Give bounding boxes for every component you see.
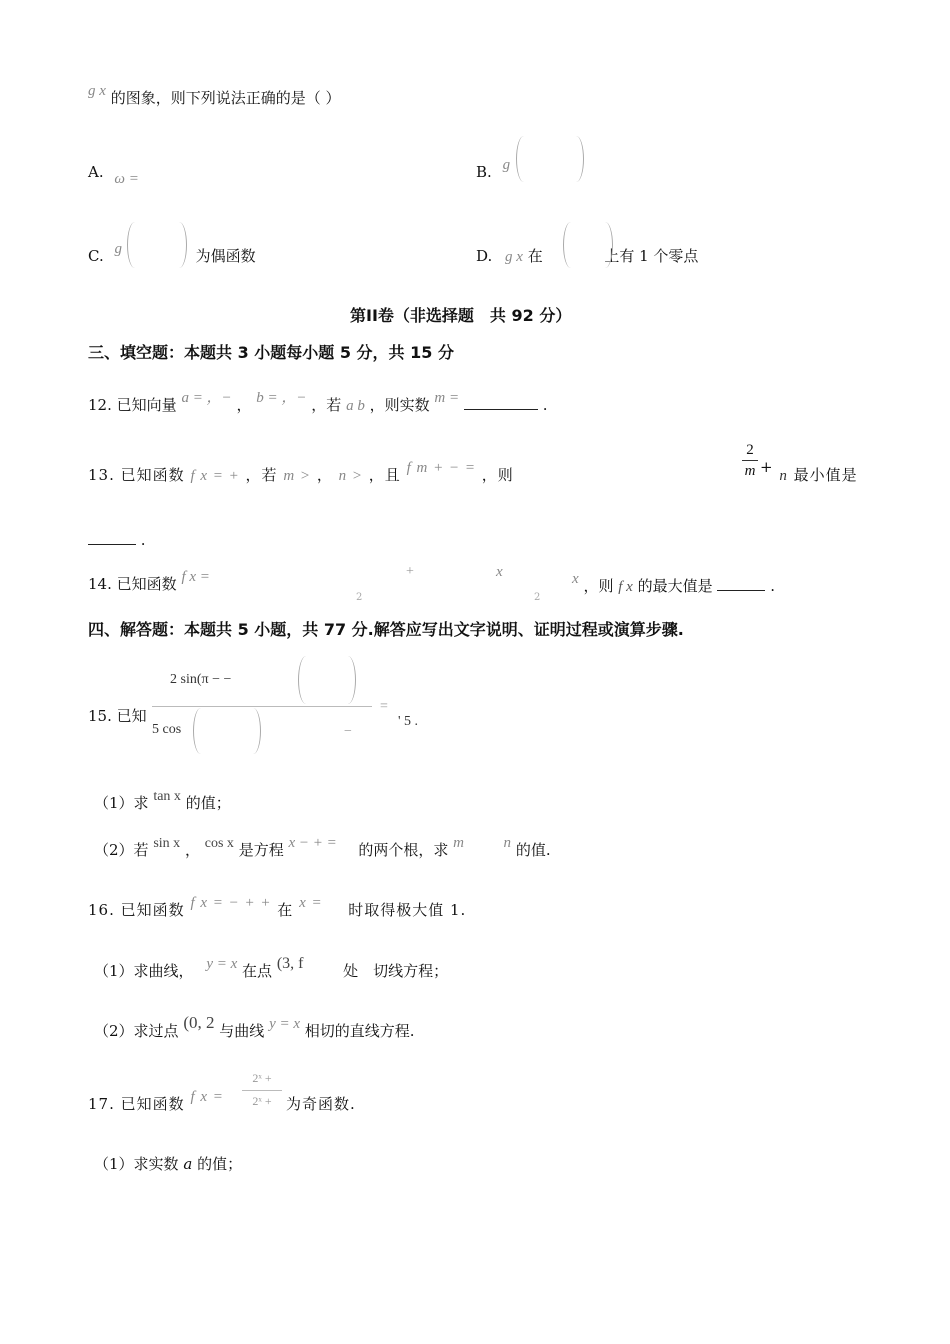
q16-part1-curve: y = x: [206, 956, 238, 972]
q15-part2-sep: ，: [184, 841, 200, 859]
q16-part1-label: （1）求曲线，: [94, 962, 194, 980]
q14-end: .: [770, 577, 775, 595]
q16-part1: [94, 955, 449, 982]
q13-number: 13.: [88, 466, 115, 484]
q15-fraction-bar: [152, 706, 372, 707]
q15-number: 15.: [88, 707, 112, 725]
q13-fraction: [742, 440, 758, 481]
q15-part1-math: tan x: [153, 789, 181, 804]
q17-text: 已知函数: [120, 1095, 185, 1113]
q14-half-2: 2: [534, 592, 541, 603]
q15-numerator-paren: [298, 656, 356, 704]
q13: [88, 460, 514, 486]
q15-equals: =: [380, 699, 388, 714]
q16-text: 已知函数: [120, 901, 185, 919]
q13-answer: [88, 528, 146, 550]
q16-part1-at: 在点: [242, 962, 273, 980]
q17-frac-den: 2ˣ +: [242, 1090, 282, 1111]
q17: [88, 1089, 224, 1115]
q13-tail: [760, 458, 858, 486]
q13-frac-den: m: [742, 460, 758, 481]
q12: [88, 390, 548, 416]
option-d-mid: 在: [527, 247, 543, 265]
option-a[interactable]: [88, 162, 139, 187]
q14-max-text: 的最大值是: [637, 577, 713, 595]
q15-part1: [94, 789, 231, 815]
q13-and: ，且: [368, 466, 401, 484]
q15-text: 已知: [116, 707, 147, 725]
q11-math: g x: [88, 83, 106, 99]
q14-tail: [572, 571, 775, 597]
q13-equation: f m + − =: [406, 460, 476, 476]
q16-part1-point: (3, f: [276, 955, 304, 972]
q16-part2-label: （2）求过点: [94, 1022, 179, 1040]
section3-title: 三、填空题：本题共 3 小题每小题 5 分，共 15 分: [88, 343, 454, 362]
q17-part1-text: 的值；: [197, 1155, 243, 1173]
q12-then: ，则实数: [369, 396, 430, 414]
option-c-label: C.: [88, 247, 104, 265]
q12-text: 已知向量: [116, 396, 177, 414]
q17-fraction: [242, 1068, 282, 1111]
q14-half-1: 2: [356, 592, 363, 603]
q15-lead: [88, 706, 147, 726]
q14-number: 14.: [88, 575, 112, 593]
q16-part2-text1: 与曲线: [219, 1022, 265, 1040]
q13-min-text: 最小值是: [793, 466, 858, 484]
option-c-math: g: [114, 241, 122, 257]
q16-x: x =: [299, 895, 323, 911]
option-d-text: 上有 1 个零点: [604, 247, 699, 265]
q15-part2-cos: cos x: [204, 836, 234, 851]
part2-title: 第II卷（非选择题 共 92 分）: [350, 306, 572, 325]
q17-part1: [94, 1154, 242, 1174]
q13-frac-num: 2: [746, 442, 754, 458]
q12-m: m =: [434, 390, 460, 406]
q15-part2: [94, 835, 551, 862]
option-b-paren: [516, 136, 584, 182]
q17-frac-num: 2ˣ +: [252, 1071, 272, 1085]
q15-numerator: 2 sin(π − −: [170, 672, 232, 687]
section4-title: 四、解答题：本题共 5 小题，共 77 分.解答应写出文字说明、证明过程或演算步骤.: [88, 620, 684, 639]
q15-part1-label: （1）求: [94, 794, 149, 812]
option-b[interactable]: [476, 157, 511, 183]
q13-m-cond: m >: [283, 468, 312, 484]
q13-n: n: [779, 468, 788, 484]
q16-part2-point: (0, 2: [183, 1013, 215, 1032]
q17-tail: 为奇函数.: [286, 1095, 356, 1113]
q15-part2-equation: x − + =: [288, 835, 337, 851]
q12-end: .: [542, 396, 548, 414]
option-b-label: B.: [476, 163, 492, 181]
q13-end: .: [140, 531, 146, 549]
option-a-math: ω =: [114, 171, 139, 187]
q12-if: ，若: [311, 396, 342, 414]
q12-vector-b: b = ，−: [256, 390, 307, 406]
option-a-label: A.: [88, 163, 104, 181]
q16-at: 在: [277, 901, 294, 919]
q15-denominator-paren: [193, 708, 261, 754]
q13-text: 已知函数: [120, 466, 185, 484]
q16: [88, 895, 467, 921]
q16-part2: [94, 1013, 415, 1042]
q16-function: f x = − + +: [190, 895, 272, 911]
q14-function: f x =: [181, 569, 210, 585]
option-d-paren: [563, 222, 613, 268]
q15-part2-text3: 的值.: [515, 841, 551, 859]
q14-x1: x: [496, 564, 503, 580]
q12-sep: ，: [236, 396, 252, 414]
q14-answer-blank[interactable]: [717, 574, 765, 591]
q15-part1-text: 的值；: [185, 794, 231, 812]
option-d-label: D.: [476, 247, 493, 265]
q13-sep: ，: [316, 466, 333, 484]
q17-part1-a: a: [183, 1155, 193, 1173]
q15-part2-sin: sin x: [153, 836, 181, 851]
q17-part1-label: （1）求实数: [94, 1155, 179, 1173]
q12-vector-a: a = ，−: [181, 390, 232, 406]
q11-stem: [88, 83, 341, 109]
q12-number: 12.: [88, 396, 112, 414]
q13-function: f x = +: [190, 468, 240, 484]
q17-function: f x =: [190, 1089, 224, 1105]
q13-answer-blank[interactable]: [88, 528, 136, 545]
q12-condition: a b: [346, 398, 365, 414]
q16-number: 16.: [88, 901, 115, 919]
q15-part2-label: （2）若: [94, 841, 149, 859]
q14-plus: +: [406, 564, 414, 579]
q14-text: 已知函数: [116, 575, 177, 593]
q14-fx: f x: [618, 579, 633, 595]
q16-part2-curve: y = x: [269, 1016, 301, 1032]
option-d-math: g x: [505, 249, 523, 265]
q12-answer-blank[interactable]: [464, 393, 538, 410]
q14: [88, 569, 210, 595]
q15-part2-n: n: [503, 835, 512, 851]
option-c-paren: [127, 222, 187, 268]
q16-max-text: 时取得极大值 1.: [348, 901, 467, 919]
q16-part2-text2: 相切的直线方程.: [304, 1022, 415, 1040]
option-b-math: g: [502, 157, 511, 173]
q15-denominator: 5 cos: [152, 722, 182, 737]
q15-part2-text2: 的两个根，求: [358, 841, 449, 859]
q13-if: ，若: [245, 466, 278, 484]
q16-part1-text: 处 切线方程；: [343, 962, 449, 980]
q15-part2-m: m: [453, 835, 464, 851]
q14-x2: x: [572, 571, 579, 587]
q15-rhs: ' 5 .: [398, 714, 419, 729]
q13-n-cond: n >: [338, 468, 364, 484]
q15-den-minus: −: [344, 724, 352, 739]
q15-part2-text1: 是方程: [238, 841, 284, 859]
q17-number: 17.: [88, 1095, 115, 1113]
q13-then: ，则: [481, 466, 514, 484]
option-c-text: 为偶函数: [195, 247, 256, 265]
q11-text: 的图象，则下列说法正确的是（ ）: [110, 89, 341, 107]
q13-plus: +: [760, 458, 774, 476]
q14-then: ，则: [583, 577, 614, 595]
